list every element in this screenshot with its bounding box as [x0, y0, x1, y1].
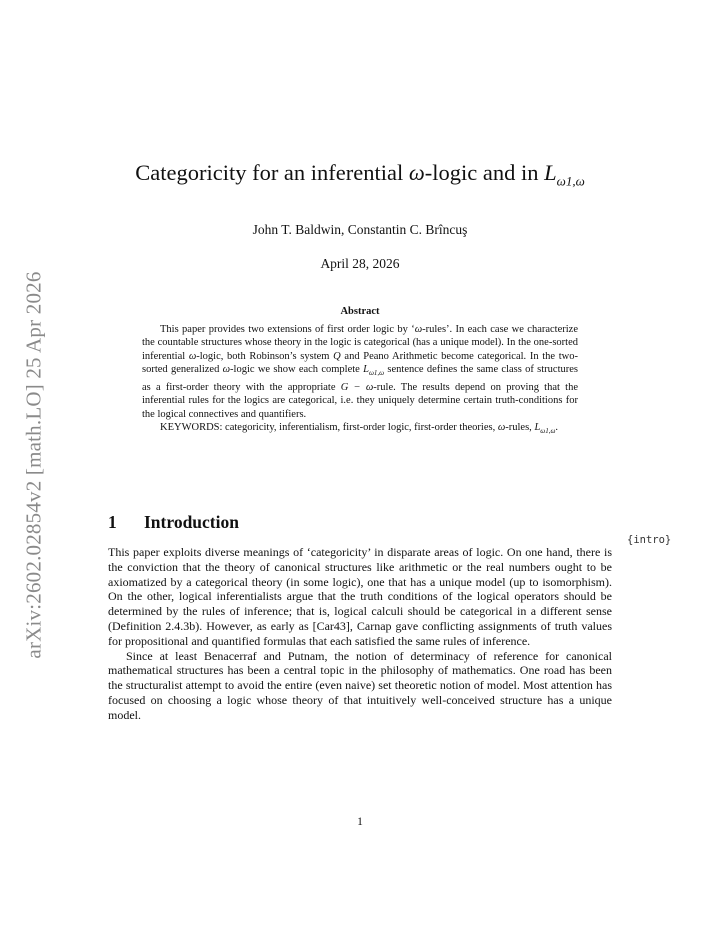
- math-omega: ω: [188, 350, 197, 362]
- abstract-text: -logic we show each complete: [230, 364, 364, 376]
- title-subscript: ω1,ω: [556, 173, 585, 189]
- abstract-text: This paper provides two extensions of first order logic by ‘: [160, 324, 415, 335]
- arxiv-identifier-stamp: [16, 240, 52, 690]
- paper-date: April 28, 2026: [320, 256, 400, 271]
- paper-title: [108, 160, 612, 190]
- abstract-text: -rule. The results depend on proving that the inferential rules for the logics are categorical, i.e. they uniquely determine certain truth-conditions for the logical connectives and quantifiers.: [142, 381, 578, 420]
- title-logic-L: L: [544, 160, 557, 185]
- keywords-text: .: [555, 421, 559, 433]
- abstract-text: sentence defines the same class of structures as a first-order theory with the appropriate: [142, 364, 578, 393]
- body-paragraph: This paper exploits diverse meanings of ‘categoricity’ in disparate areas of logic. On one hand, there is the conviction that the theory of canonical structures like arithmetic or the real numbers ought to be axiomatized by a categorical theory (in some logic), one that has a unique model (up to isomorphism). On the other, logical inferentialists argue that the truth conditions of the logical operators should be determined by the rules of inference; that is, logical calculi should be categorical in a different sense (Definition 2.4.3b). However, as early as [Car43], Carnap gave conflicting assignments of truth values for propositional and quantified formulas that each satisfied the same rules of inference.: [108, 545, 612, 648]
- abstract-heading: Abstract: [340, 306, 380, 317]
- math-subscript: ω1,ω: [540, 427, 556, 436]
- section-label-tag: {intro}: [627, 534, 672, 546]
- math-omega: ω: [222, 364, 231, 376]
- math-L: L: [534, 421, 541, 433]
- math-subscript: ω1,ω: [368, 369, 385, 378]
- keywords-paragraph: [142, 421, 578, 439]
- keywords-text: KEYWORDS: categoricity, inferentialism, first-order logic, first-order theories,: [160, 421, 498, 433]
- abstract-paragraph: [142, 323, 578, 421]
- title-mid: -logic and in: [424, 160, 545, 185]
- keywords-text: -rules,: [505, 421, 535, 433]
- abstract-text: and Peano Arithmetic become categorical. In the two-sorted generalized: [142, 350, 578, 376]
- body-paragraph: Since at least Benacerraf and Putnam, the notion of determinacy of reference for canonical mathematical structures has been a central topic in the philosophy of mathematics. One road has been the structuralist attempt to avoid the entire (even naive) set theoretic notion of model. Most attention has focused on choosing a logic whose theory of that intuitively well-conceived structure has a unique model.: [108, 648, 612, 722]
- page-number: 1: [357, 816, 363, 828]
- math-G-omega: G − ω: [340, 381, 374, 393]
- math-omega: ω: [414, 324, 423, 335]
- abstract-text: -rules’. In each case we characterize the countable structures whose theory in the logic is categorical (has a unique model). In the one-sorted inferential: [142, 324, 578, 362]
- paper-authors: John T. Baldwin, Constantin C. Brîncuş: [252, 222, 468, 237]
- title-omega: ω: [408, 160, 425, 185]
- section-heading: [108, 512, 612, 533]
- abstract-text: -logic, both Robinson’s system: [196, 350, 334, 362]
- section-body: [108, 545, 612, 723]
- arxiv-identifier-text: arXiv:2602.02854v2 [math.LO] 25 Apr 2026: [21, 271, 46, 659]
- math-omega: ω: [497, 421, 506, 433]
- math-L: L: [363, 364, 369, 376]
- math-Q: Q: [333, 350, 341, 362]
- title-text: Categoricity for an inferential: [135, 160, 409, 185]
- abstract-body: [142, 323, 578, 438]
- section-number: 1: [108, 512, 117, 532]
- section-title: Introduction: [144, 512, 239, 532]
